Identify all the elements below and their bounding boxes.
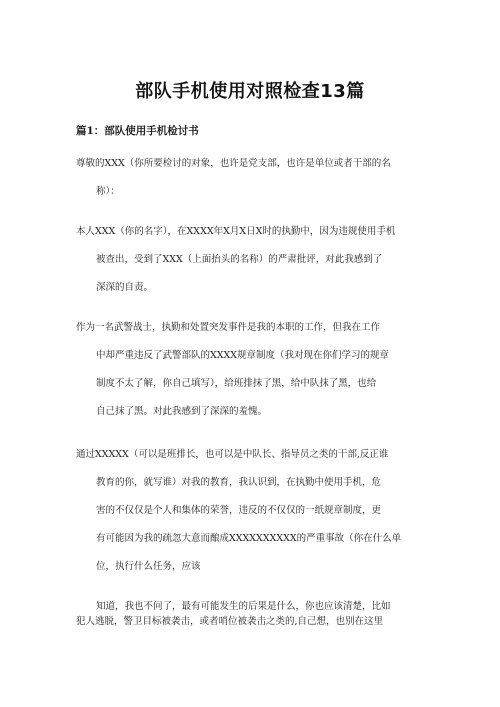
paragraph-consequences — [76, 599, 446, 629]
section-heading: 篇1：部队使用手机检讨书 — [76, 125, 199, 137]
paragraph-line: 自己抹了黑。对此我感到了深深的羞愧。 — [96, 406, 268, 417]
paragraph-line: 通过XXXXX（可以是班排长，也可以是中队长、指导员之类的干部,反正谁 — [76, 449, 389, 460]
paragraph-line: 中却严重违反了武警部队的XXXX规章制度（我对现在你们学习的规章 — [96, 350, 390, 361]
paragraph-salutation — [76, 150, 446, 206]
paragraph-line: 有可能因为我的疏忽大意而酿成XXXXXXXXXX的严重事故（你在什么单 — [96, 533, 402, 544]
paragraph-line: 位，执行什么任务，应该 — [96, 561, 201, 572]
document-title: 部队手机使用对照检查13篇 — [135, 81, 365, 102]
paragraph-education — [76, 441, 446, 581]
paragraph-line: 本人XXX（你的名字），在XXXX年X月X日X时的执勤中，因为违规使用手机 — [76, 226, 396, 237]
paragraph-line: 作为一名武警战士，执勤和处置突发事件是我的本职的工作，但我在工作 — [76, 322, 381, 333]
paragraph-line: 教育的你，就写谁）对我的教育，我认识到，在执勤中使用手机，危 — [96, 477, 382, 488]
paragraph-line: 害的不仅仅是个人和集体的荣誉，违反的不仅仅的一纸规章制度，更 — [96, 505, 382, 516]
paragraph-line: 尊敬的XXX（你所要检讨的对象，也许是党支部，也许是单位或者干部的名 — [76, 158, 391, 169]
paragraph-incident — [76, 218, 446, 302]
paragraph-line: 深深的自责。 — [96, 282, 154, 293]
paragraph-line: 制度不太了解，你自己填写），给班排抹了黑，给中队抹了黑，也给 — [96, 378, 377, 389]
paragraph-line: 被查出，受到了XXX（上面抬头的名称）的严肃批评，对此我感到了 — [96, 254, 383, 265]
paragraph-duty — [76, 314, 446, 426]
paragraph-line: 称）： — [96, 186, 120, 197]
paragraph-line: 知道，我也不问了，最有可能发生的后果是什么，你也应该清楚，比如 — [96, 601, 391, 612]
paragraph-line: 犯人逃脱，警卫目标被袭击，或者哨位被袭击之类的,自己想，也别在这里 — [76, 616, 384, 627]
